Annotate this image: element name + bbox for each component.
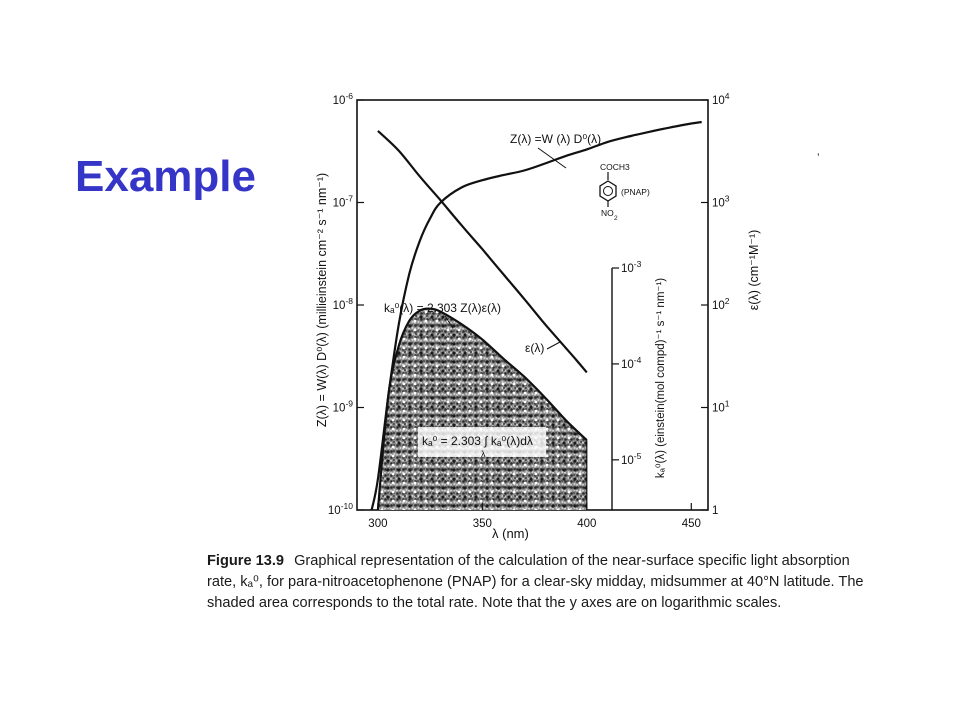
pnap-molecule — [600, 162, 650, 222]
figure-label: Figure 13.9 — [207, 553, 285, 569]
right-axis-label: ε(λ) (cm⁻¹M⁻¹) — [747, 229, 761, 311]
right-tick-label: $10^3$ — [712, 193, 730, 210]
stray-mark: ʼ — [817, 151, 820, 165]
caption-text: Graphical representation of the calculation of the near-surface specific light absorption rate, kₐ⁰, for para-nitroacetophenone (PNAP) for a clear-sky midday, midsummer at 40°N latitude. The shaded area corresponds to the total rate. Note that the y axes are on logarithmic scales. — [207, 553, 864, 611]
benzene-ring-inner — [604, 187, 613, 196]
molecule-name-label: (PNAP) — [621, 187, 650, 197]
eps-curve-label: ε(λ) — [525, 341, 545, 355]
left-tick-label: $10^{-10}$ — [327, 501, 353, 517]
molecule-nitro-label: NO — [601, 208, 614, 218]
left-tick-label: $10^{-9}$ — [332, 398, 353, 415]
figure-caption — [207, 551, 872, 614]
left-axis-label: Z(λ) = W(λ) D⁰(λ) (millieinstein cm⁻² s⁻¹ nm⁻¹) — [315, 172, 329, 428]
benzene-ring — [600, 181, 616, 201]
left-tick-label: $10^{-8}$ — [332, 296, 353, 312]
slide-title: Example — [75, 152, 256, 201]
x-axis-label: λ (nm) — [492, 526, 529, 541]
molecule-acetyl-label: COCH3 — [600, 162, 630, 172]
ka-curve-label: kₐ⁰(λ) = 2.303 Z(λ)ε(λ) — [384, 301, 501, 315]
x-tick-label: 450 — [681, 518, 701, 530]
x-tick-label: 400 — [577, 518, 597, 530]
inner-tick-label: $10^{-3}$ — [621, 259, 642, 275]
right-tick-label: 1 — [712, 505, 719, 517]
inner-tick-label: $10^{-4}$ — [621, 354, 642, 371]
x-tick-label: 300 — [368, 518, 388, 530]
left-tick-label: $10^{-7}$ — [332, 193, 353, 210]
molecule-nitro-sub: 2 — [614, 215, 618, 222]
z-curve-label: Z(λ) =W (λ) D⁰(λ) — [510, 132, 602, 146]
inner-axis-label: kₐ⁰(λ) (einstein(mol compd)⁻¹ s⁻¹ nm⁻¹) — [655, 277, 667, 479]
inner-tick-label: $10^{-5}$ — [621, 450, 642, 467]
integral-label: kₐ⁰ = 2.303 ∫ kₐ⁰(λ)dλ — [422, 434, 533, 448]
x-tick-label: 350 — [472, 518, 492, 530]
right-tick-label: $10^1$ — [712, 398, 730, 415]
right-tick-label: $10^2$ — [712, 296, 730, 312]
integral-sub: λ — [481, 449, 486, 459]
left-tick-label: $10^{-6}$ — [332, 91, 353, 107]
right-tick-label: $10^4$ — [712, 91, 730, 107]
eps-label-leader — [547, 342, 560, 349]
